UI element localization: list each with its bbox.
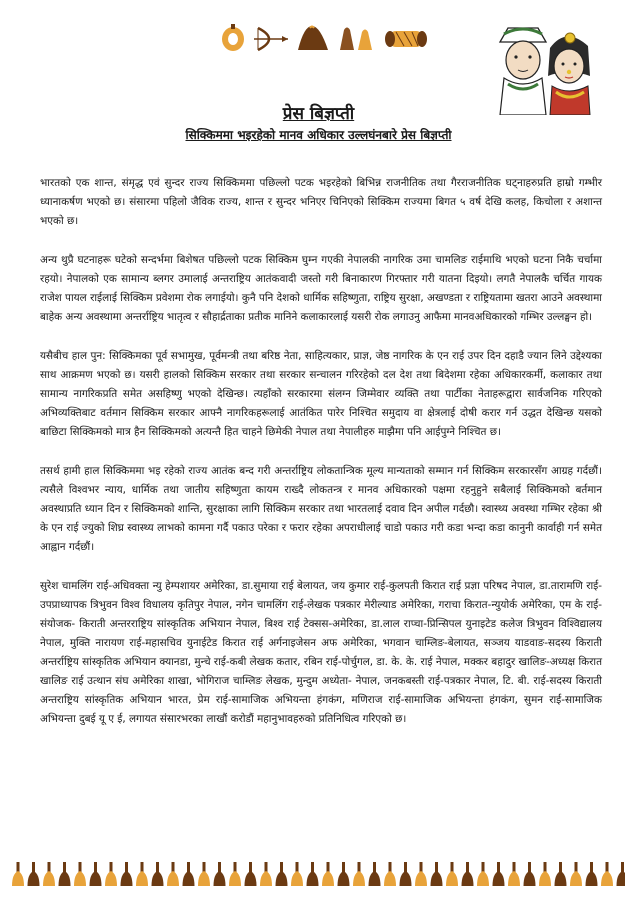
footer-motif-icon — [105, 862, 117, 886]
footer-motif-icon — [59, 862, 71, 886]
paragraph-appeal: तसर्थ हामी हाल सिक्किममा भइ रहेको राज्य आतंक बन्द गरी अन्तर्राष्ट्रिय लोकतान्त्रिक मूल्य मान्यताको सम्मान गर्न सिक्किम सरकारसँग आग्रह गर्दछौं। त्यसैले विश्वभर न्याय, धार्मिक तथा जातीय सहिष्णुता कायम राख्दै लोकतन्त्र र मानव अधिकारको पक्षमा रहनुहुने सबैलाई सिक्किमको बर्तमान अवस्थाप्रति ध्यान दिन र सिक्किमको शान्ति, सुरक्षाका लागि सिक्किम सरकार तथा भारतलाई दवाव दिन अपील गर्दछौ। स्वास्थ्य अवस्था गम्भिर रहेका श्री के एन राई ज्युको शिघ्र स्वास्थ्य लाभको कामना गर्दै पकाउ परेका र फरार रहेका अपराधीलाई चाडो पकाउ गरी कडा भन्दा कडा कानुनी कार्वाही गर्न समेत आह्वान गर्दछौं। — [40, 465, 602, 553]
bow-arrow-icon — [254, 26, 290, 52]
footer-motif-icon — [260, 862, 272, 886]
footer-motif-icon — [276, 862, 288, 886]
footer-motif-icon — [152, 862, 164, 886]
footer-motif-icon — [28, 862, 40, 886]
footer-motif-icon — [198, 862, 210, 886]
footer-motif-icon — [586, 862, 598, 886]
footer-motif-icon — [508, 862, 520, 886]
footer-motif-icon — [384, 862, 396, 886]
page-title: प्रेस बिज्ञप्ती — [282, 104, 355, 124]
footer-motif-icon — [291, 862, 303, 886]
footer-motif-icon — [369, 862, 381, 886]
footer-motif-icon — [245, 862, 257, 886]
header-icons — [218, 24, 438, 54]
footer-motif-icon — [136, 862, 148, 886]
page-subtitle: सिक्किममा भइरहेको मानव अधिकार उल्लघंनबारे प्रेस बिज्ञप्ती — [185, 128, 452, 142]
footer-motif-icon — [415, 862, 427, 886]
paragraph-intro: भारतको एक शान्त, संमृद्ध एवं सुन्दर राज्य सिक्किममा पछिल्लो पटक भइरहेको बिभिन्न राजनीतिक तथा गैरराजनीतिक घट्नाहरुप्रति हाम्रो गम्भीर ध्यानाकर्षण भएको छ। संसारमा पहिलो जैविक राज्य, शान्त र सुन्दर भनिएर चिनिएको सिक्किम राज्यमा बिगत ५ वर्ष देखि कलह, किचोला र अशान्त भएको छ। — [40, 177, 603, 227]
footer-motif-icon — [322, 862, 334, 886]
footer-motif-icon — [307, 862, 319, 886]
bell-icon — [336, 24, 376, 52]
paragraph-signatories: सुरेश चामलिंग राई-अधिवक्ता न्यु हेम्पशायर अमेरिका, डा.सुमाया राई बेलायत, जय कुमार राई-कुलपती किरात राई प्रज्ञा परिषद नेपाल, डा.तारामणि राई-उपप्राध्यापक त्रिभुवन विश्व विधालय कृतिपुर नेपाल, नगेन चामलिंग राई-लेखक पत्रकार मेरील्याड अमेरिका, गराचा किरात-न्युयोर्क अमेरिका, एम के राई-संयोजक- किराती अन्तरराष्ट्रिय सांस्कृतिक अभियान नेपाल, बिश्व राई टेक्सस-अमेरिका, डा.लाल राप्चा-प्रिन्सिपल युनाइटेड कलेज त्रिभुवन विश्विद्यालय नेपाल, मुक्ति नारायण राई-महासचिव युनाईटेड किरात राई अर्गनाइजेसन अफ अमेरिका, भगवान चाम्लिङ-बेलायत, सञ्जय याडवाङ-सदस्य किराती अन्तर्राष्ट्रिय सांस्कृतिक अभियान क्यानडा, मुन्चे राई-कबी लेखक कतार, रबिन राई-पोर्चुगल, डा. के. के. राई नेपाल, मक्कर बहादुर खालिङ-अध्यक्ष किरात खालिङ राई उत्थान संघ अमेरिका शाखा, भोगिराज चाम्लिङ लेखक, मुन्दुम अध्येता- नेपाल, जनकबस्ती राई-पत्रकार नेपाल, टि. बी. राई-सदस्य किराती अन्तराष्ट्रिय सांस्कृतिक अभियान भारत, प्रेम राई-सामाजिक अभियन्ता हंगकंग, मणिराज राई-सामाजिक अभियन्ता हंगकंग, सुमन राई-सामाजिक अभियन्ता दुबई यू ए ई, लगायत संसारभरका लाखौं करोडौं महानुभावहरुको प्रतिनिधित्व गरिएको छ। — [40, 580, 602, 725]
footer-motif-icon — [524, 862, 536, 886]
paragraph-attack: यसैबीच हाल पुन: सिक्किमका पूर्व सभामुख, पूर्वमन्त्री तथा बरिष्ठ नेता, साहित्यकार, प्राज्ञ, जेष्ठ नागरिक के एन राई उपर दिन दहाडै ज्यान लिने उद्देश्यका साथ आक्रमण भएको छ। यसरी हालको सिक्किम सरकार तथा सरकार सन्चालन गरिरहेको दल देश तथा बिदेशमा रहेका अधिकारकर्मी, कलाकार तथा सामान्य नागरिकप्रति समेत असहिष्णु भएको देखिन्छ। त्यहाँको सरकारमा संलग्न जिम्मेवार व्यक्ति तथा पार्टीका नेताहरूद्वारा सार्वजनिक गरिएको अभिव्यक्तिबाट वर्तमान सिक्किम सरकार आफ्नै नागरिकहरूलाई आतंकित पारेर निश्चित समुदाय वा क्षेत्रलाई दोषी करार गर्न उद्धत देखिन्छ यसको बाछिटा सिक्किमको मात्र हैन सिक्किमको अत्यन्तै हित चाहने छिमेकी नेपाल तथा नेपालीहरु माझैमा पनि आईपुग्ने निश्चित छ। — [40, 350, 602, 438]
footer-motif-icon — [555, 862, 567, 886]
drum-icon — [384, 26, 428, 52]
horn-icon — [296, 24, 330, 52]
footer-motif-icon — [617, 862, 626, 886]
footer-motif-icon — [539, 862, 551, 886]
footer-motif-icon — [446, 862, 458, 886]
footer-motif-icon — [229, 862, 241, 886]
press-release-body — [40, 174, 602, 749]
ear-ring-icon — [220, 24, 246, 52]
footer-motif-icon — [431, 862, 443, 886]
footer-motif-icon — [493, 862, 505, 886]
footer-motif-icon — [570, 862, 582, 886]
footer-motif-icon — [214, 862, 226, 886]
footer-motif-icon — [601, 862, 613, 886]
footer-motif-icon — [74, 862, 86, 886]
footer-motif-icon — [400, 862, 412, 886]
footer-motif-icon — [12, 862, 24, 886]
footer-motif-icon — [462, 862, 474, 886]
footer-motif-icon — [338, 862, 350, 886]
footer-motif-icon — [183, 862, 195, 886]
footer-motif-icon — [477, 862, 489, 886]
footer-motif-icon — [43, 862, 55, 886]
footer-motif-icon — [90, 862, 102, 886]
decorative-footer-border — [12, 860, 625, 888]
footer-motif-icon — [167, 862, 179, 886]
paragraph-incidents: अन्य थुप्रै घटनाहरू घटेको सन्दर्भमा बिशेषत पछिल्लो पटक सिक्किम घुम्न गएकी नेपालकी नागरिक उमा चामलिङ राईमाथि भएको घटना निकै चर्चामा रहयो। नेपालको एक सामान्य ब्लगर उमालाई अन्तराष्ट्रिय आतंकवादी जस्तो गरी बिनाकारण गिरफ्तार गरी यातना दिइयो। लगतै नेपालकै चर्चित गायक राजेश पायल राईलाई सिक्किम प्रवेशमा रोक लगाईयो। कुनै पनि देशको धार्मिक सहिष्णुता, राष्ट्रिय सुरक्षा, अखण्डता र राष्ट्रियतामा खतरा आउने अवस्थामा बाहेक अन्य अवस्थामा अन्तर्राष्ट्रिय भातृत्व र सौहार्द्रताका प्रतीक मानिने कलाकारलाई यसरी रोक लगाउनु आफैमा मानवअधिकारको गम्भिर उल्लङ्घन हो। — [40, 254, 602, 323]
footer-motif-icon — [121, 862, 133, 886]
footer-motif-icon — [353, 862, 365, 886]
